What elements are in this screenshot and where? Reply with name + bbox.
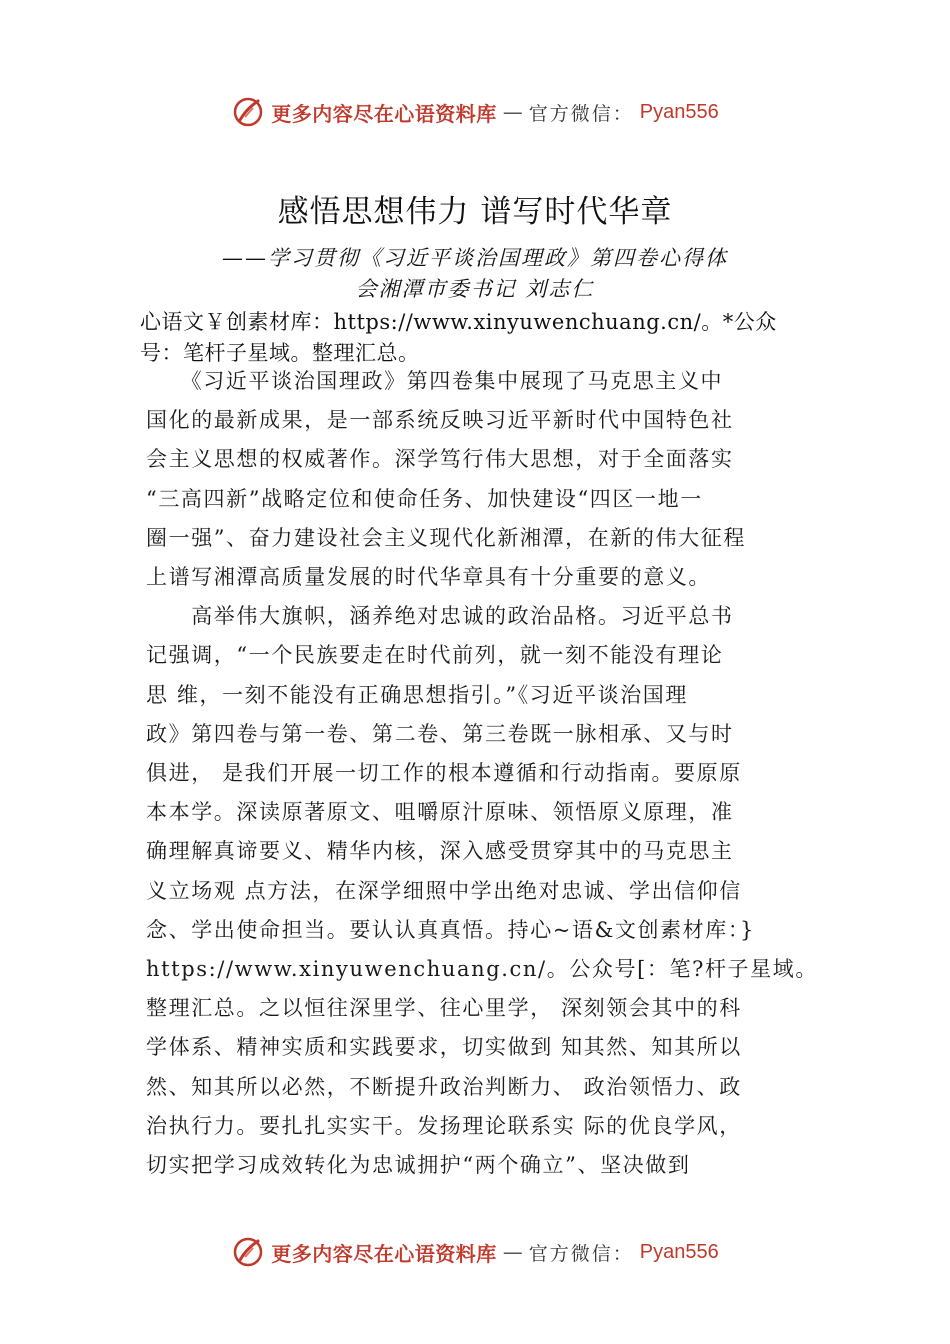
banner-separator: — — [502, 100, 523, 124]
body-line: 国化的最新成果，是一部系统反映习近平新时代中国特色社 — [146, 408, 734, 433]
body-line: 《习近平谈治国理政》第四卷集中展现了马克思主义中 — [146, 369, 724, 393]
banner-brand-text: 更多内容尽在心语资料库 — [271, 1241, 497, 1266]
body-line: 确理解真谛要义、精华内核，深入感受贯穿其中的马克思主 — [146, 839, 734, 864]
brand-logo-icon — [231, 1235, 265, 1269]
document-title: 感悟思想伟力 谱写时代华章 — [277, 194, 673, 230]
document-body — [146, 362, 824, 1185]
footer-banner — [0, 1232, 950, 1272]
body-line: 念、学出使命担当。要认认真真悟。持心~语&文创素材库：} — [146, 917, 755, 942]
body-line: 俱进， 是我们开展一切工作的根本遵循和行动指南。要原原 — [146, 761, 742, 786]
body-line: 义立场观 点方法，在深学细照中学出绝对忠诚、学出信仰信 — [146, 878, 742, 903]
body-line: 思 维，一刻不能没有正确思想指引。”《习近平谈治国理 — [146, 682, 689, 707]
source-note — [140, 307, 840, 369]
body-line: 记强调，“一个民族要走在时代前列，就一刻不能没有理论 — [146, 643, 724, 668]
banner-separator: — — [502, 1240, 523, 1264]
document-author: 会湘潭市委书记 刘志仁 — [355, 277, 595, 301]
body-line: 本本学。深读原著原文、咀嚼原汁原味、领悟原义原理，准 — [146, 800, 734, 825]
source-note-line: 号：笔杆子星域。整理汇总。 — [140, 341, 420, 365]
body-line: 治执行力。要扎扎实实干。发扬理论联系实 际的优良学风， — [146, 1113, 742, 1138]
banner-wechat-id: Pyan556 — [639, 1240, 719, 1263]
banner-wechat-id: Pyan556 — [639, 100, 719, 123]
source-note-line: 心语文￥创素材库：https://www.xinyuwenchuang.cn/。*公众 — [140, 310, 777, 334]
body-line: 整理汇总。之以恒往深里学、往心里学， 深刻领会其中的科 — [146, 996, 742, 1021]
banner-wechat-label: 官方微信： — [528, 1242, 634, 1265]
brand-logo-icon — [231, 95, 265, 129]
body-line: 高举伟大旗帜，涵养绝对忠诚的政治品格。习近平总书 — [146, 604, 734, 629]
body-line: https://www.xinyuwenchuang.cn/。公众号[：笔?杆子星域。 — [146, 957, 818, 982]
body-line: 会主义思想的权威著作。深学笃行伟大思想，对于全面落实 — [146, 447, 734, 472]
body-line: 切实把学习成效转化为忠诚拥护“两个确立”、坚决做到 — [146, 1153, 691, 1178]
banner-brand-text: 更多内容尽在心语资料库 — [271, 101, 497, 126]
body-line: “三高四新”战略定位和使命任务、加快建设“四区一地一 — [146, 486, 703, 511]
body-line: 学体系、精神实质和实践要求，切实做到 知其然、知其所以 — [146, 1035, 742, 1060]
banner-wechat-label: 官方微信： — [528, 102, 634, 125]
header-banner — [0, 92, 950, 132]
body-line: 圈一强”、奋力建设社会主义现代化新湘潭，在新的伟大征程 — [146, 525, 746, 550]
body-line: 上谱写湘潭高质量发展的时代华章具有十分重要的意义。 — [146, 565, 711, 590]
document-subtitle: ——学习贯彻《习近平谈治国理政》第四卷心得体 — [222, 246, 728, 270]
body-line: 然、知其所以必然，不断提升政治判断力、 政治领悟力、政 — [146, 1074, 742, 1099]
body-line: 政》第四卷与第一卷、第二卷、第三卷既一脉相承、又与时 — [146, 721, 734, 746]
